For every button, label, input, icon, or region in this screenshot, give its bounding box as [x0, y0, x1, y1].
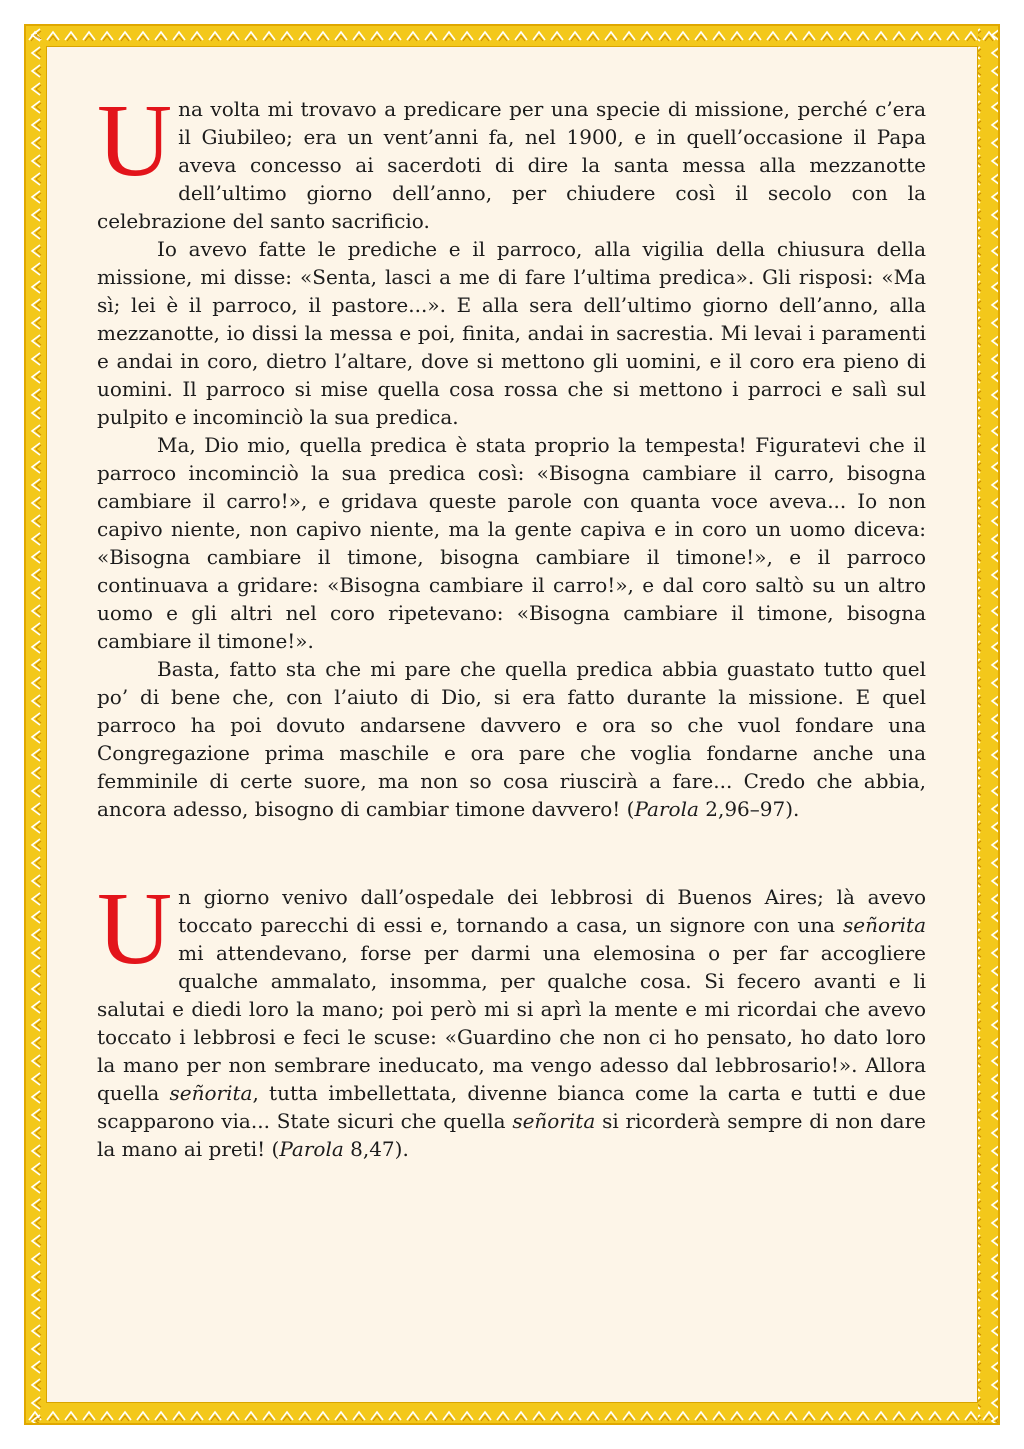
- citation-reference: 2,96–97).: [698, 797, 800, 821]
- dropcap-letter: U: [97, 83, 173, 198]
- italic-word: señorita: [512, 1109, 596, 1133]
- dropcap-letter: U: [97, 871, 173, 986]
- citation-title: Parola: [279, 1137, 344, 1161]
- story-first-paragraph-2: Io avevo fatte le prediche e il parroco, alla vigilia della chiusura della missione, mi disse: «Senta, lasci a me di fare l’ultima predica». Gli risposi: «Ma sì; lei è il parroco, il pastore...». E alla sera dell’ultimo giorno dell’anno, alla mezzanotte, io dissi la messa e poi, finita, andai in sacrestia. Mi levai i paramenti e andai in coro, dietro l’altare, dove si mettono gli uomini, e il coro era pieno di uomini. Il parroco si mise quella cosa rossa che si mettono i parroci e salì sul pulpito e incominciò la sua predica.: [97, 237, 926, 429]
- italic-word: señorita: [843, 913, 926, 937]
- story-first: [97, 83, 926, 823]
- text-content: [97, 83, 927, 1163]
- story-second: [97, 871, 927, 1163]
- story-second-paragraph-1: Un giorno venivo dall’ospedale dei lebbrosi di Buenos Aires; là avevo toccato parecchi di essi e, tornando a casa, un signore con una señorita mi attendevano, forse per darmi una elemosina o per far accogliere qualche ammalato, insomma, per qualche cosa. Si fecero avanti e li salutai e diedi loro la mano; poi però mi si aprì la mente e mi ricordai che avevo toccato i lebbrosi e feci le scuse: «Guardino che non ci ho pensato, ho dato loro la mano per non sembrare ineducato, ma vengo adesso dal lebbrosario!». Allora quella señorita, tutta imbellettata, divenne bianca come la carta e tutti e due scapparono via... State sicuri che quella señorita si ricorderà sempre di non dare la mano ai preti! (Parola 8,47).: [97, 871, 927, 1161]
- story-first-paragraph-3: Ma, Dio mio, quella predica è stata proprio la tempesta! Figuratevi che il parroco incominciò la sua predica così: «Bisogna cambiare il carro, bisogna cambiare il carro!», e gridava queste parole con quanta voce aveva... Io non capivo niente, non capivo niente, ma la gente capiva e in coro un uomo diceva: «Bisogna cambiare il timone, bisogna cambiare il timone!», e il parroco continuava a gridare: «Bisogna cambiare il carro!», e dal coro saltò su un altro uomo e gli altri nel coro ripetevano: «Bisogna cambiare il timone, bisogna cambiare il timone!».: [97, 433, 926, 653]
- citation-reference: 8,47).: [343, 1137, 409, 1161]
- citation-title: Parola: [634, 797, 699, 821]
- story-first-paragraph-4: Basta, fatto sta che mi pare che quella predica abbia guastato tutto quel po’ di bene che, con l’aiuto di Dio, si era fatto durante la missione. E quel parroco ha poi dovuto andarsene davvero e ora so che vuol fondare una Congregazione prima maschile e ora pare che voglia fondarne anche una femminile di certe suore, ma non so cosa riuscirà a fare... Credo che abbia, ancora adesso, bisogno di cambiar timone davvero! (Parola 2,96–97).: [97, 657, 926, 821]
- story-first-paragraph-1: Una volta mi trovavo a predicare per una specie di missione, perché c’era il Giubileo; era un vent’anni fa, nel 1900, e in quell’occasione il Papa aveva concesso ai sacerdoti di dire la santa messa alla mezzanotte dell’ultimo giorno dell’anno, per chiudere così il secolo con la celebrazione del santo sacrificio.: [97, 83, 926, 233]
- italic-word: señorita: [169, 1081, 253, 1105]
